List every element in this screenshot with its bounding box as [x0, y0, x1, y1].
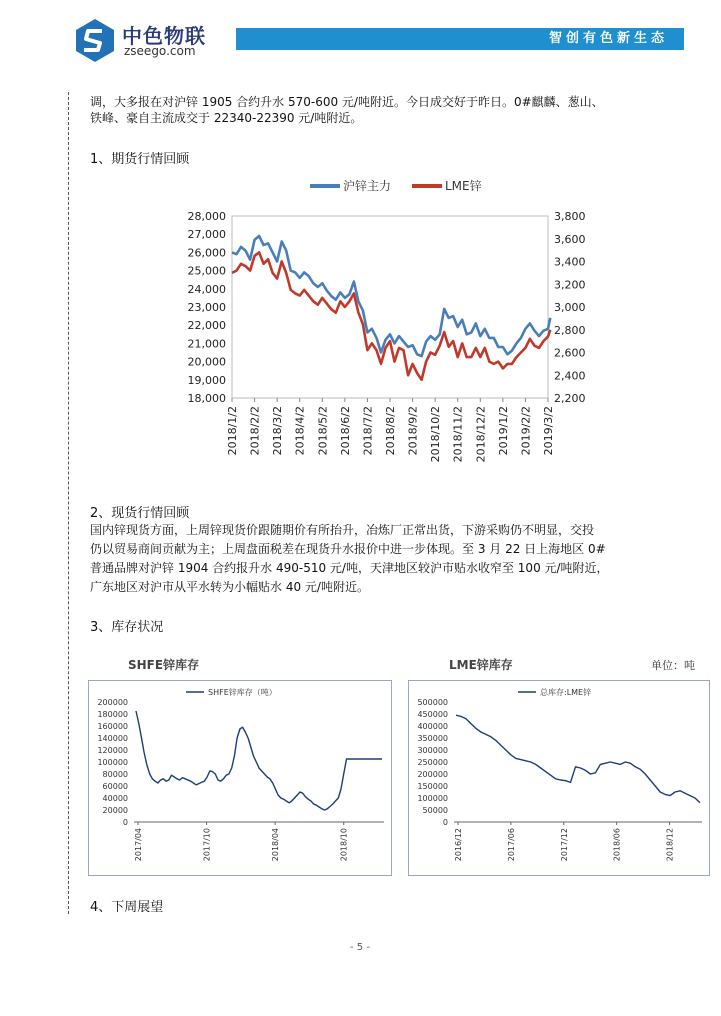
- x-tick-label: 2019/2/2: [519, 406, 533, 456]
- section-heading-inventory: 3、库存状况: [90, 620, 164, 635]
- section-heading-futures: 1、期货行情回顾: [90, 152, 190, 167]
- logo-mark-icon: [72, 17, 118, 63]
- spot-line-1: 国内锌现货方面，上周锌现货价跟随期价有所抬升，冶炼厂正常出货，下游采购仍不明显，交投: [90, 523, 595, 537]
- y-tick-label: 300000: [417, 746, 448, 755]
- y-tick-label: 40000: [102, 794, 128, 803]
- y-tick-label: 60000: [102, 782, 128, 791]
- y-right-tick-label: 2,600: [554, 346, 586, 360]
- y-tick-label: 80000: [102, 770, 128, 779]
- y-right-tick-label: 2,200: [554, 392, 586, 405]
- y-left-tick-label: 26,000: [187, 246, 226, 260]
- x-tick-label: 2018/9/2: [406, 406, 420, 456]
- margin-line: [68, 92, 69, 914]
- x-tick-label: 2017/12: [559, 828, 569, 862]
- x-tick-label: 2019/3/2: [542, 406, 555, 456]
- y-tick-label: 200000: [97, 698, 128, 707]
- y-tick-label: 250000: [417, 758, 448, 767]
- y-tick-label: 50000: [422, 806, 448, 815]
- y-tick-label: 180000: [97, 710, 128, 719]
- x-tick-label: 2017/10: [202, 828, 212, 862]
- y-right-tick-label: 3,200: [554, 278, 586, 292]
- intro-line-1: 调，大多报在对沪锌 1905 合约升水 570-600 元/吨附近。今日成交好于昨日。0#麒麟、葱山、: [90, 95, 604, 109]
- logo-domain: zseego.com: [124, 44, 196, 58]
- y-left-tick-label: 28,000: [187, 210, 226, 223]
- spot-line-3: 普通品牌对沪锌 1904 合约报升水 490-510 元/吨，天津地区较沪市贴水收窄至 100 元/吨附近，: [90, 561, 609, 575]
- intro-line-2: 铁峰、豪自主流成交于 22340-22390 元/吨附近。: [90, 111, 363, 125]
- y-tick-label: 100000: [417, 794, 448, 803]
- plot-frame: [232, 216, 548, 398]
- y-left-tick-label: 27,000: [187, 228, 226, 242]
- x-tick-label: 2018/1/2: [226, 406, 239, 456]
- x-tick-label: 2018/4/2: [293, 406, 307, 456]
- spot-line-4: 广东地区对沪市从平水转为小幅贴水 40 元/吨附近。: [90, 580, 369, 594]
- x-tick-label: 2018/2/2: [248, 406, 262, 456]
- shfe-inventory-chart: [88, 680, 392, 876]
- y-right-tick-label: 3,800: [554, 210, 586, 223]
- y-left-tick-label: 23,000: [187, 301, 226, 314]
- x-tick-label: 2018/7/2: [361, 406, 375, 456]
- futures-chart: [170, 172, 590, 472]
- series-line-2: [232, 252, 550, 379]
- section-heading-outlook: 4、下周展望: [90, 900, 164, 915]
- section-heading-spot: 2、现货行情回顾: [90, 506, 190, 521]
- shfe-inventory-title: SHFE锌库存: [128, 658, 200, 672]
- x-tick-label: 2018/12/2: [474, 406, 488, 463]
- lme-inventory-title: LME锌库存: [449, 658, 513, 672]
- x-tick-label: 2018/10: [339, 828, 349, 862]
- legend-label: 总库存:LME锌: [540, 688, 592, 697]
- y-left-tick-label: 19,000: [187, 373, 226, 387]
- unit-label: 单位：吨: [651, 659, 695, 672]
- y-right-tick-label: 3,000: [554, 301, 586, 314]
- x-tick-label: 2017/04: [134, 828, 143, 862]
- y-right-tick-label: 3,400: [554, 255, 586, 269]
- x-tick-label: 2018/06: [612, 828, 622, 862]
- y-tick-label: 0: [122, 818, 128, 827]
- x-tick-label: 2019/1/2: [496, 406, 510, 456]
- logo-name-cn: 中色物联: [122, 24, 206, 48]
- page-number: - 5 -: [350, 942, 370, 953]
- y-tick-label: 20000: [102, 806, 128, 815]
- y-left-tick-label: 25,000: [187, 264, 226, 278]
- y-tick-label: 500000: [417, 698, 448, 707]
- x-tick-label: 2018/8/2: [384, 406, 397, 456]
- spot-line-2: 仍以贸易商间贡献为主；上周盘面税差在现货升水报价中进一步体现。至 3 月 22 日上海地区 0#: [90, 542, 606, 556]
- y-tick-label: 350000: [417, 734, 448, 743]
- x-tick-label: 2018/11/2: [451, 406, 465, 463]
- legend-label-1: 沪锌主力: [343, 179, 392, 193]
- y-left-tick-label: 24,000: [187, 282, 226, 296]
- y-left-tick-label: 18,000: [187, 392, 226, 405]
- y-left-tick-label: 21,000: [187, 337, 226, 351]
- y-tick-label: 100000: [97, 758, 128, 767]
- x-tick-label: 2018/04: [271, 828, 281, 862]
- y-right-tick-label: 2,400: [554, 369, 586, 383]
- y-tick-label: 200000: [417, 770, 448, 779]
- y-left-tick-label: 22,000: [187, 319, 226, 333]
- y-tick-label: 450000: [417, 710, 448, 719]
- x-tick-label: 2016/12: [454, 828, 463, 862]
- y-right-tick-label: 3,600: [554, 232, 586, 246]
- y-tick-label: 160000: [97, 722, 128, 731]
- header-banner: 智创有色新生态: [236, 28, 684, 50]
- lme-inventory-chart: [408, 680, 710, 876]
- x-tick-label: 2018/5/2: [316, 406, 330, 456]
- x-tick-label: 2017/06: [506, 828, 516, 862]
- y-left-tick-label: 20,000: [187, 355, 226, 369]
- legend-label-2: LME锌: [445, 179, 482, 193]
- x-tick-label: 2018/12: [665, 828, 675, 862]
- y-right-tick-label: 2,800: [554, 323, 586, 337]
- y-tick-label: 140000: [97, 734, 128, 743]
- x-tick-label: 2018/6/2: [338, 406, 352, 456]
- y-tick-label: 0: [442, 818, 448, 827]
- x-tick-label: 2018/3/2: [271, 406, 285, 456]
- y-tick-label: 120000: [97, 746, 128, 755]
- series-line-1: [232, 236, 550, 356]
- y-tick-label: 400000: [417, 722, 448, 731]
- x-tick-label: 2018/10/2: [429, 406, 443, 463]
- y-tick-label: 150000: [417, 782, 448, 791]
- legend-label: SHFE锌库存（吨）: [208, 688, 277, 697]
- logo: [72, 17, 252, 65]
